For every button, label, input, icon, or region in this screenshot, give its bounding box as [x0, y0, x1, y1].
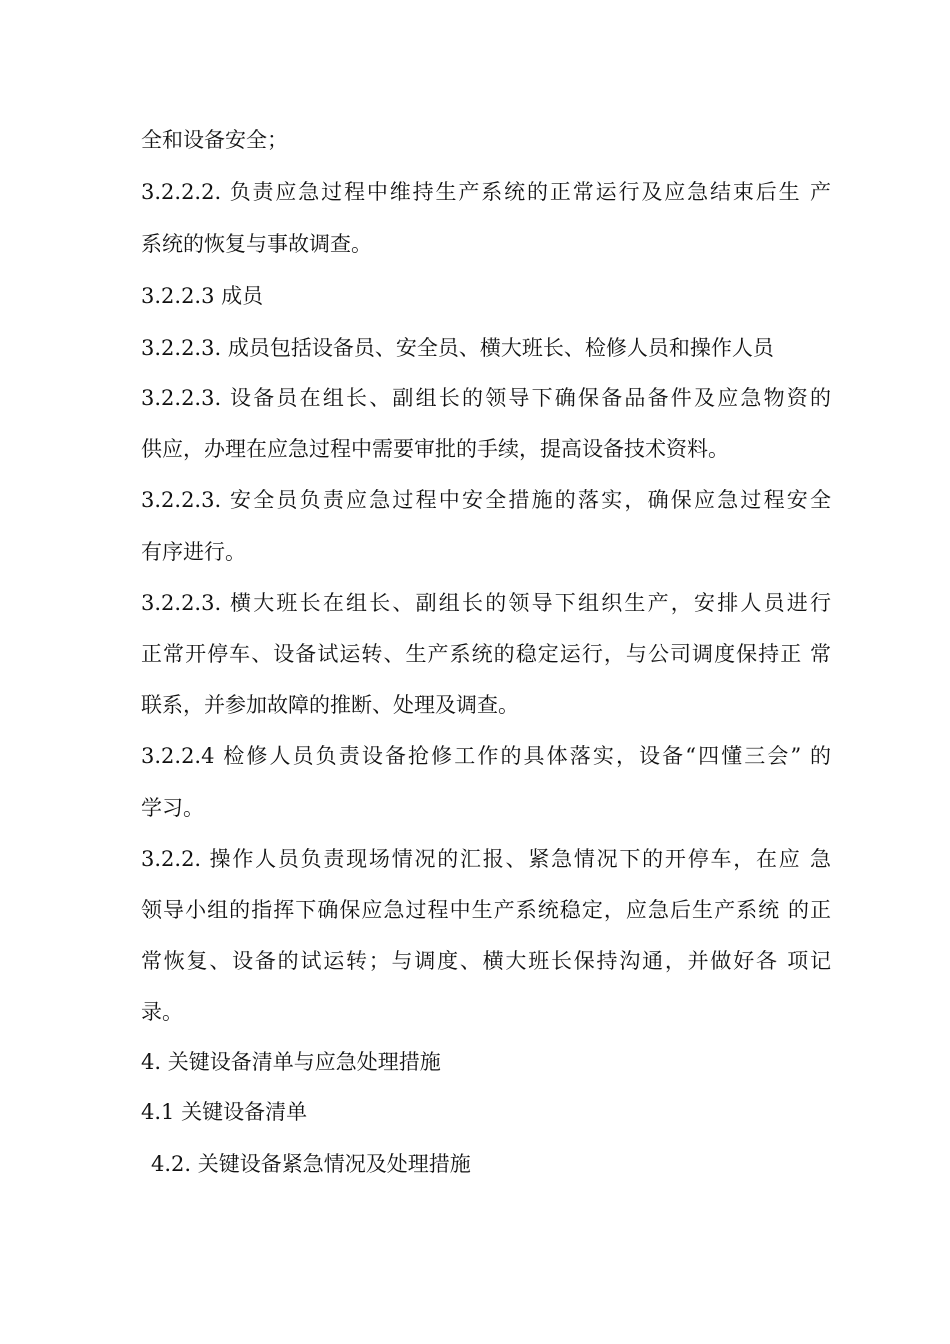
section-heading: 4. 关键设备清单与应急处理措施 [141, 1050, 441, 1074]
text-line: 3.2.2.3. 横大班长在组长、副组长的领导下组织生产，安排人员进行 [141, 591, 831, 615]
text-line: 领导小组的指挥下确保应急过程中生产系统稳定，应急后生产系统 的正 [141, 898, 831, 922]
text-line: 3.2.2.4 检修人员负责设备抢修工作的具体落实，设备“四懂三会” 的 [141, 744, 831, 768]
text-line: 3.2.2.2. 负责应急过程中维持生产系统的正常运行及应急结束后生 产 [141, 180, 831, 204]
text-line: 正常开停车、设备试运转、生产系统的稳定运行，与公司调度保持正 常 [141, 642, 831, 666]
text-line: 3.2.2.3. 成员包括设备员、安全员、横大班长、检修人员和操作人员 [141, 336, 774, 360]
section-heading: 4.1 关键设备清单 [141, 1100, 308, 1124]
text-line: 学习。 [141, 796, 204, 820]
section-heading: 4.2. 关键设备紧急情况及处理措施 [151, 1152, 471, 1176]
text-line: 全和设备安全； [141, 128, 288, 152]
text-line: 3.2.2. 操作人员负责现场情况的汇报、紧急情况下的开停车，在应 急 [141, 847, 831, 871]
text-line: 3.2.2.3. 安全员负责应急过程中安全措施的落实，确保应急过程安全 [141, 488, 831, 512]
text-line: 供应，办理在应急过程中需要审批的手续，提高设备技术资料。 [141, 437, 729, 461]
text-line: 3.2.2.3. 设备员在组长、副组长的领导下确保备品备件及应急物资的 [141, 386, 831, 410]
text-line: 有序进行。 [141, 540, 246, 564]
section-heading: 3.2.2.3 成员 [141, 284, 264, 308]
text-line: 系统的恢复与事故调查。 [141, 232, 372, 256]
text-line: 录。 [141, 1000, 183, 1024]
text-line: 联系，并参加故障的推断、处理及调查。 [141, 693, 519, 717]
text-line: 常恢复、设备的试运转；与调度、横大班长保持沟通，并做好各 项记 [141, 949, 831, 973]
